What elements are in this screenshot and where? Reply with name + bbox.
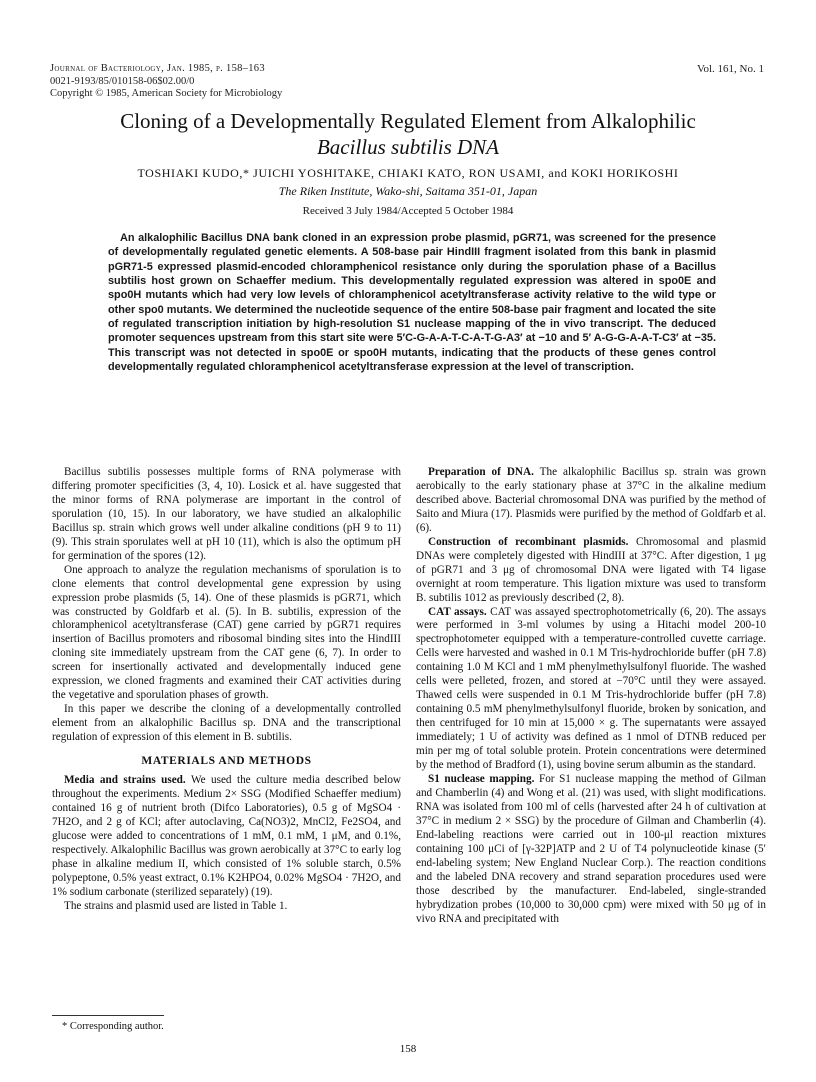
intro-paragraph-3: In this paper we describe the cloning of a developmentally controlled element from an alkalophilic Bacillus sp. DNA and the transcriptional regulation of expression of this element in B. subtilis.: [52, 703, 401, 744]
s1-heading: S1 nuclease mapping.: [428, 772, 535, 785]
journal-citation: Journal of Bacteriology, Jan. 1985, p. 158–163: [50, 63, 265, 74]
media-heading: Media and strains used.: [64, 774, 186, 787]
article-title: [40, 108, 776, 160]
affiliation: The Riken Institute, Wako-shi, Saitama 351-01, Japan: [278, 184, 538, 198]
construction-heading: Construction of recombinant plasmids.: [428, 535, 629, 548]
prep-paragraph: [416, 466, 766, 536]
right-column: [416, 466, 766, 926]
cat-text: CAT was assayed spectrophotometrically (6, 20). The assays were performed in 3-ml volumes by using a Hitachi model 200-10 spectrophotometer equipped with a temperature-controlled cuvette carriage. Cells were harvested and washed in 0.1 M Tris-hydrochloride buffer (pH 7.8) containing 1.0 M KCl and 1 mM phenylmethylsulfonyl fluoride. The washed cells were pelleted, frozen, and stored at −70°C until they were assayed. Thawed cells were suspended in 0.1 M Tris-hydrochloride buffer (pH 7.8) containing 0.5 mM phenylmethylsulfonyl fluoride, broken by sonication, and then centrifuged for 10 min at 15,000 × g. The supernatants were assayed immediately; 1 U of activity was defined as 1 nmol of DTNB reduced per min per mg of total soluble protein. Protein concentrations were determined by the method of Bradford (1), using bovine serum albumin as the standard.: [416, 605, 766, 772]
journal-header: [50, 63, 282, 101]
construction-text: Chromosomal and plasmid DNAs were completely digested with HindIII at 37°C. After digestion, 1 μg of pGR71 and 3 μg of chromosomal DNA were ligated with T4 ligase overnight at room temperature. This ligation mixture was used to transform B. subtilis 1012 as previously described (2, 8).: [416, 535, 767, 604]
title-line-2: Bacillus subtilis DNA: [316, 135, 499, 159]
page-number: 158: [399, 1043, 417, 1055]
s1-paragraph: [416, 773, 766, 926]
media-paragraph: [52, 774, 401, 900]
intro-paragraph-2: One approach to analyze the regulation mechanisms of sporulation is to clone elements that control developmental gene expression by using expression probe plasmids (5, 14). One of these plasmids is pGR71, which was constructed by Goldfarb et al. (5). In B. subtilis, expression of the chloramphenicol acetyltransferase (CAT) gene carried by pGR71 requires insertion of Bacillus promoters and ribosomal binding sites into the HindIII cloning site immediately upstream from the CAT gene (6, 7). In order to screen for insertionally activated and developmentally induced gene expression, we cloned fragments and examined their CAT activities during the vegetative and sporulation phases of growth.: [52, 563, 401, 702]
table-reference: The strains and plasmid used are listed in Table 1.: [64, 899, 288, 912]
footnote-divider: [52, 1015, 164, 1016]
cat-paragraph: [416, 606, 766, 773]
prep-text: The alkalophilic Bacillus sp. strain was grown aerobically to the early stationary phase at 37°C in the alkaline medium described above. Bacterial chromosomal DNA was purified by the method of Saito and Miura (17). Plasmids were purified by the method of Goldfarb et al. (6).: [416, 466, 766, 534]
cat-heading: CAT assays.: [428, 605, 487, 618]
left-column: [52, 466, 401, 914]
author-list: TOSHIAKI KUDO,* JUICHI YOSHITAKE, CHIAKI KATO, RON USAMI, and KOKI HORIKOSHI: [137, 166, 679, 180]
copyright-line: Copyright © 1985, American Society for Microbiology: [50, 88, 283, 99]
s1-text: For S1 nuclease mapping the method of Gilman and Chamberlin (4) and Wong et al. (21) was used, with slight modifications. RNA was isolated from 100 ml of cells (harvested after 24 h of cultivation at 37°C in medium 2 × SSG) by the procedure of Gilman and Chamberlin (4). End-labeling reactions were carried out in 100-μl reaction mixtures containing 100 μCi of [γ-32P]ATP and 2 U of T4 polynucleotide kinase (5′ end-labeling system; New England Nuclear Corp.). The reaction conditions and the labeled DNA recovery and strand separation procedures used were those described by the manufacturer. End-labeled, single-stranded hybrydization probes (10,000 to 30,000 cpm) were mixed with 50 μg of in vivo RNA and precipitated with: [416, 772, 766, 925]
media-text: We used the culture media described below throughout the experiments. Medium 2× SSG (Modified Schaeffer medium) contained 16 g of nutrient broth (Difco Laboratories), 0.5 g of MgSO4 · 7H2O, and 2 g of KCl; after autoclaving, Ca(NO3)2, MnCl2, Fe2SO4, and glucose were added to concentrations of 1 mM, 0.1 mM, 1 μM, and 0.1%, respectively. Alkalophilic Bacillus was grown aerobically at 37°C to early log phase in alkaline medium II, which consisted of 1% soluble starch, 0.5% polypeptone, 0.5% yeast extract, 0.1% K2HPO4, 0.02% MgSO4 · 7H2O, and 1% sodium carbonate (sterilized separately) (19).: [52, 774, 402, 898]
article-code: 0021-9193/85/010158-06$02.00/0: [50, 75, 195, 87]
volume-label: Vol. 161, No. 1: [696, 63, 764, 75]
construction-paragraph: [416, 536, 766, 606]
abstract: An alkalophilic Bacillus DNA bank cloned in an expression probe plasmid, pGR71, was screened for the presence of developmentally regulated genetic elements. A 508-base pair HindIII fragment isolated from this bank in plasmid pGR71-5 expressed plasmid-encoded chloramphenicol resistance only during the sporulation phase of a Bacillus subtilis host grown on Schaeffer medium. This developmentally regulated expression was altered in spo0E and spo0H mutants which had very low levels of chloramphenicol acetyltransferase activity relative to the wild type or other spo0 mutants. We determined the nucleotide sequence of the entire 508-base pair fragment and located the site of regulated transcription initiation by high-resolution S1 nuclease mapping of the in vivo transcript. The deduced promoter sequences upstream from this start site were 5′C-G-A-A-T-C-A-T-G-A3′ at −10 and 5′ A-G-G-A-A-T-C3′ at −35. This transcript was not detected in spo0E or spo0H mutants, indicating that the products of these genes control developmentally regulated chloramphenicol acetyltransferase expression at the level of transcription.: [108, 232, 716, 374]
section-heading-methods: MATERIALS AND METHODS: [141, 755, 312, 768]
prep-heading: Preparation of DNA.: [428, 466, 534, 478]
received-dates: Received 3 July 1984/Accepted 5 October 1984: [302, 205, 514, 217]
footnote: * Corresponding author.: [62, 1021, 164, 1032]
intro-paragraph-1: Bacillus subtilis possesses multiple forms of RNA polymerase with differing promoter specificities (3, 4, 10). Losick et al. have suggested that the minor forms of RNA polymerase are important in the control of sporulation (10, 15). In our laboratory, we have studied an alkalophilic Bacillus sp. strain which grows well under alkaline conditions (pH 9 to 11) (9). This strain sporulates well at pH 10 (11), which is also the optimum pH for germination of the spores (12).: [52, 466, 401, 562]
title-line-1: Cloning of a Developmentally Regulated Element from Alkalophilic: [120, 109, 696, 133]
